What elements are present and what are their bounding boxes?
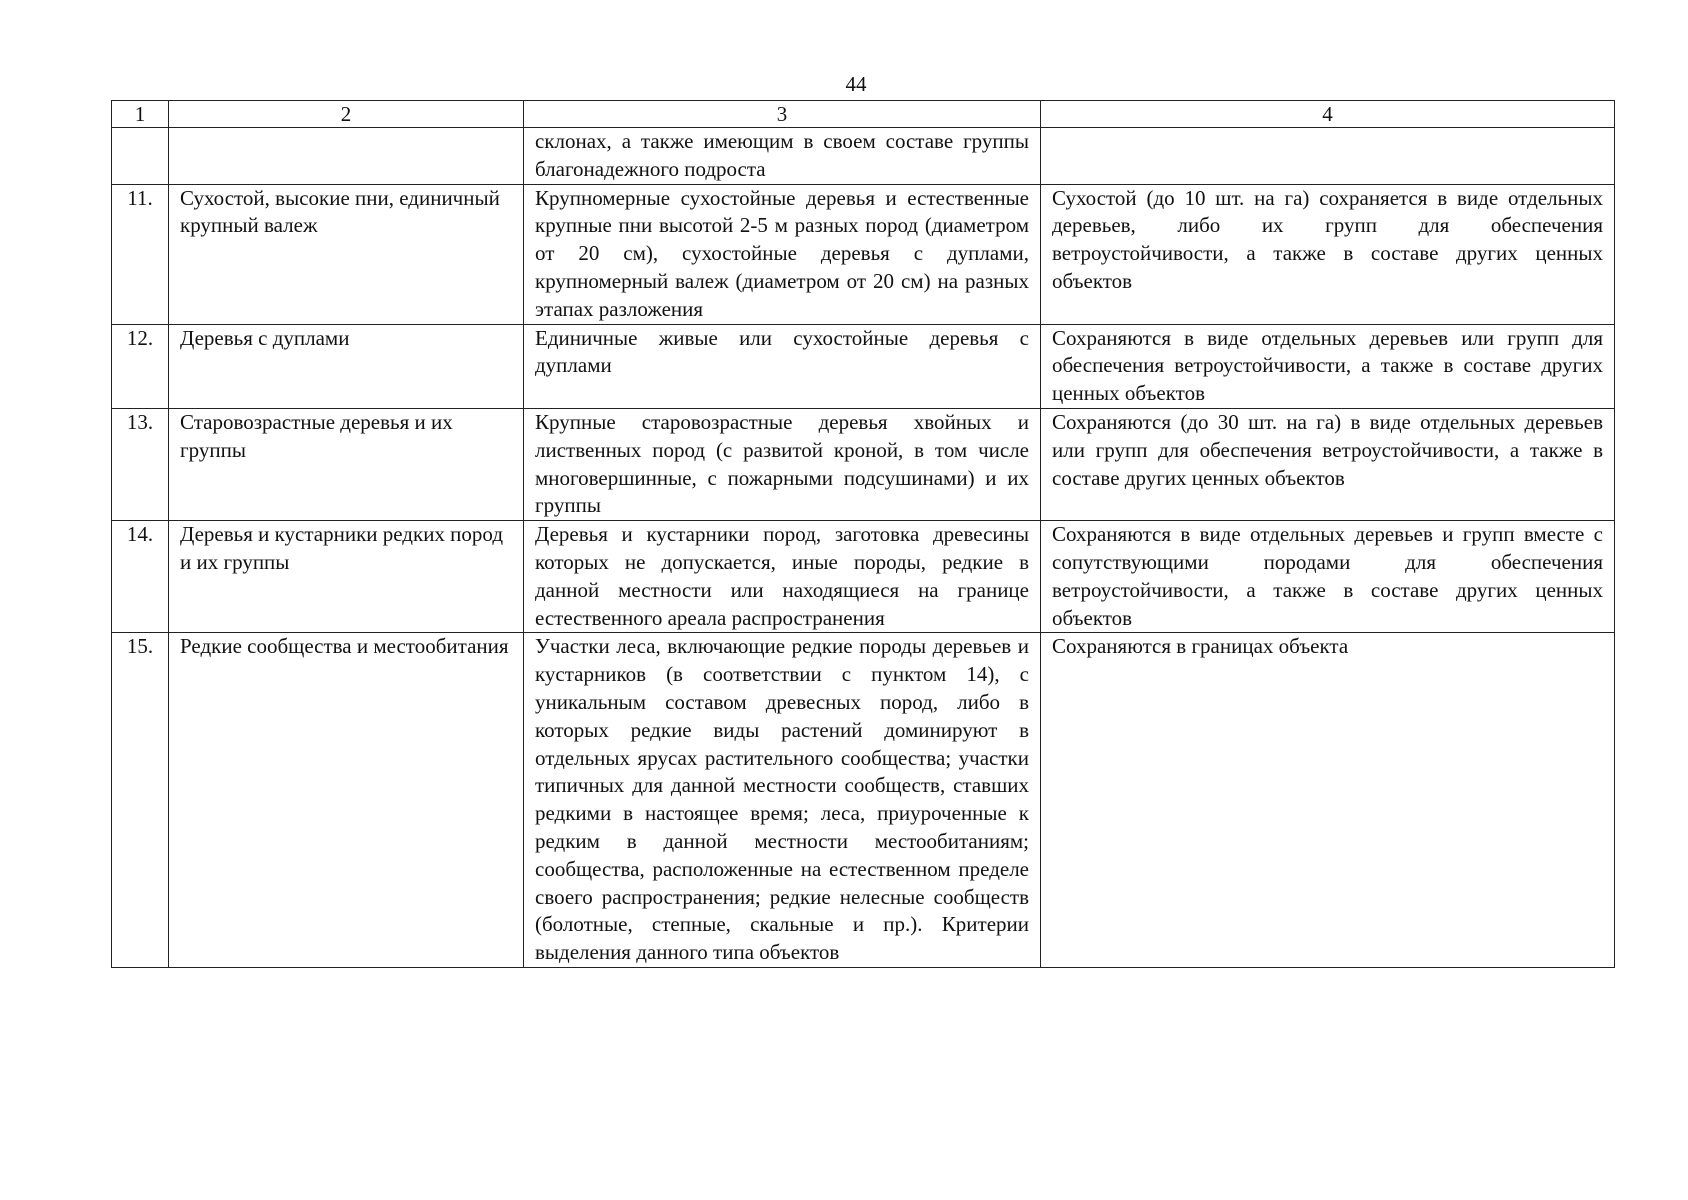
table-header-row [112,101,1615,128]
row-number: 14. [112,521,169,633]
object-description: Участки леса, включающие редкие породы деревьев и кустарников (в соответствии с пунктом 14), с уникальным составом древесных пород, либо в которых редкие виды растений доминируют в отдельных ярусах растительного сообщества; участки типичных для данной местности сообществ, ставших редкими в настоящее время; леса, приуроченные к редким в данной местности местообитаниям; сообщества, расположенные на естественном пределе своего распространения; редкие нелесные сообществ (болотные, степные, скальные и пр.). Критерии выделения данного типа объектов [524,633,1041,968]
object-name [169,128,524,185]
object-description: склонах, а также имеющим в своем составе группы благонадежного подроста [524,128,1041,185]
page-number: 44 [845,72,867,96]
object-description: Крупномерные сухостойные деревья и естественные крупные пни высотой 2-5 м разных пород (диаметром от 20 см), сухостойные деревья с дуплами, крупномерный валеж (диаметром от 20 см) на разных этапах разложения [524,184,1041,324]
column-number-3: 3 [524,101,1041,128]
row-number: 11. [112,184,169,324]
preservation-measures: Сохраняются в виде отдельных деревьев или групп для обеспечения ветроустойчивости, а также в составе других ценных объектов [1041,324,1615,408]
object-name: Старовозрастные деревья и их группы [169,408,524,520]
table-row [112,633,1615,968]
table-row-continuation [112,128,1615,185]
row-number: 12. [112,324,169,408]
table-row [112,324,1615,408]
object-name: Деревья и кустарники редких пород и их группы [169,521,524,633]
row-number: 15. [112,633,169,968]
table-row [112,521,1615,633]
object-name: Сухостой, высокие пни, единичный крупный валеж [169,184,524,324]
preservation-measures [1041,128,1615,185]
table-row [112,184,1615,324]
table-row [112,408,1615,520]
object-description: Деревья и кустарники пород, заготовка древесины которых не допускается, иные породы, редкие в данной местности или находящиеся на границе естественного ареала распространения [524,521,1041,633]
column-number-4: 4 [1041,101,1615,128]
preservation-measures: Сохраняются в виде отдельных деревьев и групп вместе с сопутствующими породами для обеспечения ветроустойчивости, а также в составе других ценных объектов [1041,521,1615,633]
column-number-2: 2 [169,101,524,128]
preservation-measures: Сохраняются (до 30 шт. на га) в виде отдельных деревьев или групп для обеспечения ветроустойчивости, а также в составе других ценных объектов [1041,408,1615,520]
valuable-objects-table [111,100,1615,968]
preservation-measures: Сохраняются в границах объекта [1041,633,1615,968]
object-name: Деревья с дуплами [169,324,524,408]
object-description: Единичные живые или сухостойные деревья с дуплами [524,324,1041,408]
row-number: 13. [112,408,169,520]
object-name: Редкие сообщества и местообитания [169,633,524,968]
object-description: Крупные старовозрастные деревья хвойных и лиственных пород (с развитой кроной, в том числе многовершинные, с пожарными подсушинами) и их группы [524,408,1041,520]
column-number-1: 1 [112,101,169,128]
preservation-measures: Сухостой (до 10 шт. на га) сохраняется в виде отдельных деревьев, либо их групп для обеспечения ветроустойчивости, а также в составе других ценных объектов [1041,184,1615,324]
row-number [112,128,169,185]
